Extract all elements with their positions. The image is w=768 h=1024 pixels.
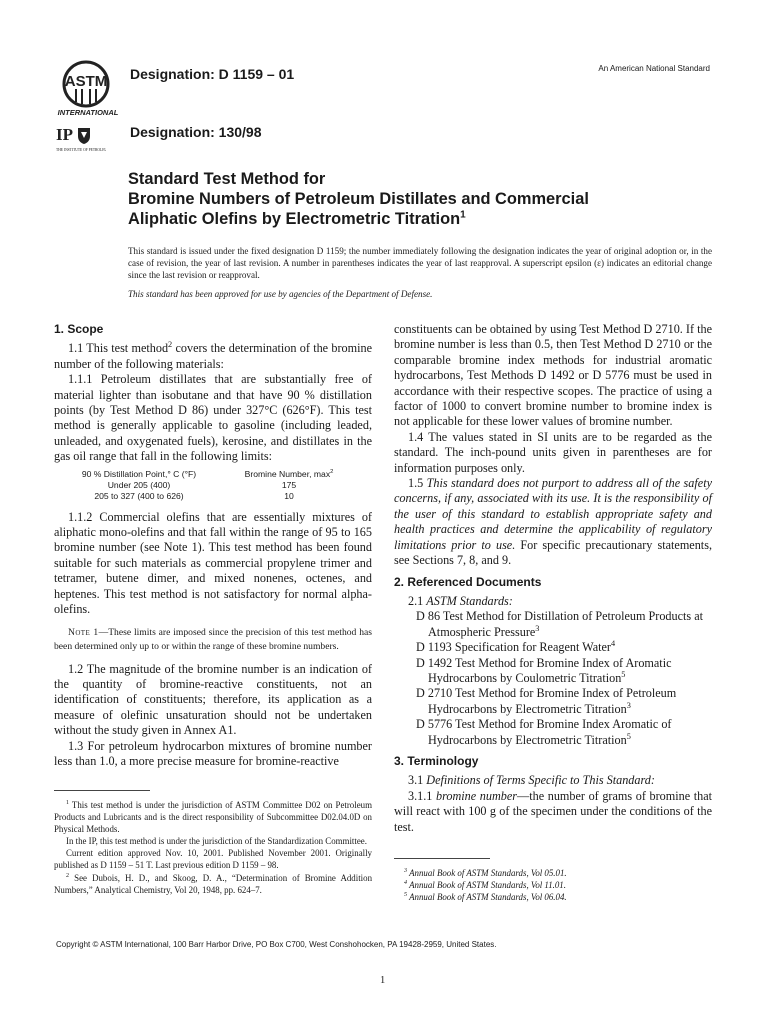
astm-logo-text: ASTM [64,73,108,90]
title-line-2: Bromine Numbers of Petroleum Distillates and Commercial [128,190,589,208]
footnote-5: $^5$ Annual Book of ASTM Standards, Vol 06.04. [404,892,567,903]
paragraph-1-3-continued: constituents can be obtained by using Test Method D 2710. If the bromine number is less than 0.5, then Test Method D 2710 or the comparable bromine index methods for industrial aromatic hydrocarbons, Test Methods D 1492 or D 5776 must be used in accordance with their respective scopes. The practice of using a factor of 1000 to convert bromine number to bromine index is not applicable for these lower values of bromine number. [394,322,712,429]
footnote-2: $^2$ See Dubois, H. D., and Skoog, D. A., “Determination of Bromine Addition Numbers,” Analytical Chemistry, Vol 20, 1948, pp. 624–7. [54,872,373,895]
note-1: Note 1—These limits are imposed since the precision of this test method has been determined only up to or within the range of these bromine numbers. [54,626,372,652]
referenced-sub-2-1: 2.1 ASTM Standards: [408,593,513,608]
title-line-3: Aliphatic Olefins by Electrometric Titration [128,210,461,228]
section-heading-referenced-documents: 2. Referenced Documents [394,574,542,589]
footnotes-right [394,858,712,903]
american-national-standard-label: An American National Standard [598,64,710,73]
footnote-1-edition: Current edition approved Nov. 10, 2001. Published November 2001. Originally published as D 1159 – 51 T. Last previous edition D 1159 – 98. [54,848,372,871]
paragraph-1-2: 1.2 The magnitude of the bromine number is an indication of the quantity of bromine-reactive constituents, not an identification of constituents; therefore, its application as a measure of olefinic unsaturation should not be undertaken without the study given in Annex A1. [54,661,372,738]
ip-logo-caption: THE INSTITUTE OF PETROLEUM [56,148,106,152]
copyright-notice: Copyright © ASTM International, 100 Barr Harbor Drive, PO Box C700, West Conshohocken, PA 19428-2959, United States. [56,940,497,949]
preamble-text: This standard is issued under the fixed designation D 1159; the number immediately following the designation indicates the year of original adoption or, in the case of revision, the year of last revision. A number in parentheses indicates the year of last reapproval. A superscript epsilon (ε) indicates an editorial change since the last revision or reapproval. [128,246,712,281]
astm-logo-sub: INTERNATIONAL [57,108,119,117]
limits-table-header [54,469,372,480]
reference-item: D 1193 Specification for Reagent Water$^4$ [416,639,616,655]
paragraph-3-1-1: 3.1.1 bromine number—the number of grams of bromine that will react with 100 g of the specimen under the conditions of the test. [394,788,713,834]
designation-primary: Designation: D 1159 – 01 [130,66,295,82]
ip-logo [56,124,106,160]
paragraph-1-5: 1.5 This standard does not purport to address all of the safety concerns, if any, associated with its use. It is the responsibility of the user of this standard to establish appropriate safety and health practices and determine the applicability of regulatory limitations prior to use. For specific precautionary statements, see Sections 7, 8, and 9. [394,476,712,568]
paragraph-1-1: 1.1 This test method$^2$ covers the determination of the bromine number of the following materials: [54,340,372,371]
footnote-divider [394,858,490,859]
paragraph-1-1-1: 1.1.1 Petroleum distillates that are substantially free of material lighter than isobutane and that have 90 % distillation points (by Test Method D 86) under 327°C (626°F). This test method is generally applicable to gasoline (including leaded, unleaded, and oxygenated fuels), kerosine, and distillates in the gas oil range that fall in the following limits: [54,372,372,464]
paragraph-1-1-2: 1.1.2 Commercial olefins that are essentially mixtures of aliphatic mono-olefins and that fall within the range of 95 to 165 bromine number (see Note 1). This test method has been found suitable for such materials as commercial propylene trimer and tetramer, butene dimer, and mixed nonenes, octenes, and heptenes. This test method is not satisfactory for normal alpha-olefins. [54,509,372,617]
title-footnote-mark: 1 [460,209,466,221]
reference-item: D 1492 Test Method for Bromine Index of Aromatic Hydrocarbons by Coulometric Titration$^5$ [416,655,672,685]
paragraph-1-4: 1.4 The values stated in SI units are to be regarded as the standard. The inch-pound units given in parentheses are for information purposes only. [394,429,712,475]
approval-statement: This standard has been approved for use by agencies of the Department of Defense. [128,289,433,299]
designation-ip: Designation: 130/98 [130,124,262,140]
limits-table [54,469,372,502]
page-number: 1 [380,975,386,986]
section-heading-scope: 1. Scope [54,322,104,336]
limits-table-row: Under 205 (400) 175 [107,479,297,490]
footnotes-left [54,790,372,896]
limits-header-col2: Bromine Number, $\max^2$ [244,468,334,479]
limits-table-row: 205 to 327 (400 to 626) 10 [94,490,294,501]
reference-list [394,609,712,748]
document-title [128,169,708,229]
left-column [54,322,372,769]
footnote-1-ip: In the IP, this test method is under the jurisdiction of the Standardization Committee. [66,836,367,847]
footnote-1: $^1$ This test method is under the jurisdiction of ASTM Committee D02 on Petroleum Products and Lubricants and is the direct responsibility of Subcommittee D02.04.0D on Physical Methods. [54,800,372,835]
footnote-4: $^4$ Annual Book of ASTM Standards, Vol 11.01. [404,880,566,891]
reference-item: D 5776 Test Method for Bromine Index Aromatic of Hydrocarbons by Electrometric Titration$^5$ [416,717,672,747]
title-line-1: Standard Test Method for [128,170,326,188]
footnote-divider [54,790,150,791]
footnote-3: $^3$ Annual Book of ASTM Standards, Vol 05.01. [404,868,567,878]
limits-header-col1: 90 % Distillation Point,° C (°F) [81,468,197,479]
paragraph-1-3-start: 1.3 For petroleum hydrocarbon mixtures of bromine number less than 1.0, a more precise measure for bromine-reactive [54,738,372,768]
section-heading-terminology: 3. Terminology [394,753,479,768]
ip-logo-text: IP [56,125,73,144]
reference-item: D 86 Test Method for Distillation of Petroleum Products at Atmospheric Pressure$^3$ [416,609,703,639]
reference-item: D 2710 Test Method for Bromine Index of Petroleum Hydrocarbons by Electrometric Titration$^3$ [416,686,677,716]
paragraph-3-1: 3.1 Definitions of Terms Specific to This Standard: [408,773,655,788]
right-column [394,322,712,835]
astm-logo [56,56,120,118]
